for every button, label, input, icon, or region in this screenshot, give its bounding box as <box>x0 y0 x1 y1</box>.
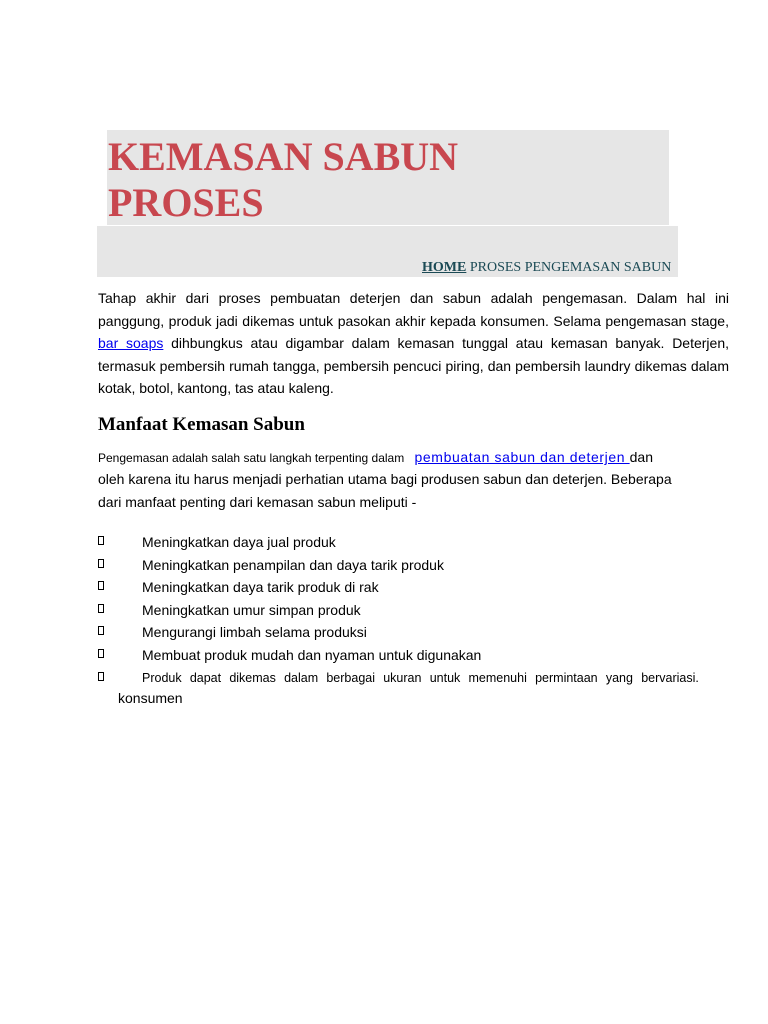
list-item <box>98 531 699 554</box>
list-item <box>98 667 699 690</box>
list-item-word: bervariasi. <box>641 670 699 685</box>
list-item <box>98 554 699 577</box>
list-item-word: Produk <box>142 670 182 685</box>
breadcrumb-current: PROSES PENGEMASAN SABUN <box>466 260 672 275</box>
list-item <box>98 576 699 599</box>
title-line-1: KEMASAN SABUN <box>108 134 459 179</box>
list-item-text: Mengurangi limbah selama produksi <box>142 624 367 641</box>
bar-soaps-link[interactable]: bar soaps <box>98 335 164 351</box>
list-item-text: Meningkatkan penampilan dan daya tarik produk <box>142 556 444 573</box>
title-line-2: PROSES <box>108 180 264 225</box>
list-item <box>98 599 699 622</box>
list-item-text: Membuat produk mudah dan nyaman untuk digunakan <box>142 646 482 663</box>
bullet-icon <box>98 581 104 590</box>
list-item-word: dikemas <box>229 670 276 685</box>
list-item-text <box>142 667 699 690</box>
list-item-word: berbagai <box>326 670 376 685</box>
bullet-icon <box>98 649 104 658</box>
bullet-icon <box>98 626 104 635</box>
list-item-word: ukuran <box>383 670 422 685</box>
list-last-continuation: konsumen <box>118 690 183 706</box>
list-item-word: dapat <box>189 670 222 685</box>
list-item-word: untuk <box>429 670 461 685</box>
intro-text-1: Tahap akhir dari proses pembuatan deterjen dan sabun adalah pengemasan. Dalam hal ini panggung, produk jadi dikemas untuk pasokan akhir kepada konsumen. Selama pengemasan stage, <box>98 290 729 329</box>
section-heading: Manfaat Kemasan Sabun <box>98 414 305 435</box>
intro-text-2: dihbungkus atau digambar dalam kemasan tunggal atau kemasan banyak. Deterjen, termasuk pembersih rumah tangga, pembersih pencuci piring, dan pembersih laundry dikemas dalam kotak, botol, kantong, tas atau kaleng. <box>98 335 729 396</box>
page-title <box>107 130 669 226</box>
list-item-word: yang <box>605 670 633 685</box>
bullet-icon <box>98 559 104 568</box>
section-line1-end: dan <box>629 449 653 465</box>
list-item-text: Meningkatkan umur simpan produk <box>142 601 361 618</box>
list-item-text: Meningkatkan daya jual produk <box>142 534 336 550</box>
list-item-text: Meningkatkan daya tarik produk di rak <box>142 579 379 596</box>
breadcrumb-home-link[interactable]: HOME <box>422 260 467 275</box>
intro-paragraph <box>98 287 729 400</box>
title-banner <box>107 130 669 225</box>
list-item <box>98 621 699 644</box>
section-paragraph-rest: oleh karena itu harus menjadi perhatian utama bagi produsen sabun dan deterjen. Beberapa dari manfaat penting dari kemasan sabun meliputi - <box>98 471 672 510</box>
soap-making-link[interactable]: pembuatan sabun dan deterjen <box>414 449 630 465</box>
list-item-word: dalam <box>284 670 319 685</box>
breadcrumb <box>422 260 671 276</box>
list-item-word: memenuhi <box>468 670 527 685</box>
bullet-icon <box>98 604 104 613</box>
bullet-icon <box>98 536 104 545</box>
list-item <box>98 644 699 667</box>
section-line1-words: Pengemasan adalah salah satu langkah terpenting dalam <box>98 451 405 465</box>
benefits-list <box>98 531 699 689</box>
list-item-word: permintaan <box>535 670 598 685</box>
section-paragraph-line1 <box>98 448 653 467</box>
bullet-icon <box>98 672 104 681</box>
